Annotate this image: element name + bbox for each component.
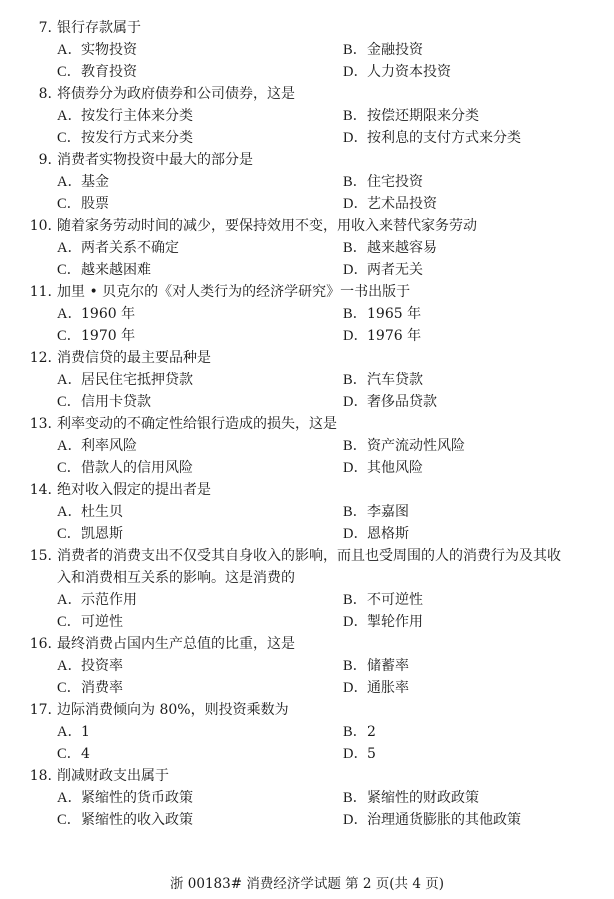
- option-letter: C．: [57, 614, 82, 630]
- option-text: 资产流动性风险: [367, 438, 465, 454]
- option-b: [343, 589, 423, 611]
- question-text: 最终消费占国内生产总值的比重，这是: [57, 636, 295, 652]
- option-letter: C．: [57, 746, 82, 762]
- question-8: [0, 83, 614, 149]
- option-letter: B．: [343, 438, 368, 454]
- option-letter: B．: [343, 592, 368, 608]
- option-a: [57, 303, 135, 325]
- option-letter: A．: [57, 658, 82, 674]
- option-letter: C．: [57, 196, 82, 212]
- option-letter: B．: [343, 306, 368, 322]
- question-number: 8.: [38, 86, 52, 102]
- option-text: 按利息的支付方式来分类: [367, 130, 521, 146]
- option-letter: A．: [57, 790, 82, 806]
- question-16: [0, 633, 614, 699]
- options-row: [0, 391, 614, 413]
- option-b: [343, 105, 479, 127]
- options-row: [0, 61, 614, 83]
- question-stem: [0, 149, 614, 171]
- question-10: [0, 215, 614, 281]
- option-letter: A．: [57, 240, 82, 256]
- options-row: [0, 325, 614, 347]
- option-letter: A．: [57, 504, 82, 520]
- option-a: [57, 655, 123, 677]
- option-letter: C．: [57, 64, 82, 80]
- question-text: 绝对收入假定的提出者是: [57, 482, 211, 498]
- option-text: 紧缩性的货币政策: [81, 790, 193, 806]
- question-stem: [0, 765, 614, 787]
- option-letter: B．: [343, 174, 368, 190]
- option-text: 掣轮作用: [367, 614, 423, 630]
- question-number: 9.: [38, 152, 52, 168]
- options-row: [0, 303, 614, 325]
- options-row: [0, 501, 614, 523]
- options-row: [0, 105, 614, 127]
- question-number: 14.: [29, 482, 52, 498]
- question-text: 消费信贷的最主要品种是: [57, 350, 211, 366]
- page-footer: 浙 00183# 消费经济学试题 第 2 页(共 4 页): [169, 876, 444, 892]
- question-text: 边际消费倾向为 80%，则投资乘数为: [57, 702, 289, 718]
- option-b: [343, 721, 376, 743]
- option-c: [57, 391, 151, 413]
- option-letter: D．: [343, 196, 368, 212]
- option-d: [343, 61, 451, 83]
- option-c: [57, 809, 193, 831]
- options-row: [0, 523, 614, 545]
- option-letter: C．: [57, 262, 82, 278]
- option-b: [343, 39, 423, 61]
- option-text: 紧缩性的财政政策: [367, 790, 479, 806]
- option-c: [57, 743, 90, 765]
- option-d: [343, 193, 437, 215]
- question-15: [0, 545, 614, 633]
- option-a: [57, 237, 179, 259]
- options-row: [0, 369, 614, 391]
- option-d: [343, 259, 423, 281]
- option-letter: B．: [343, 42, 368, 58]
- option-c: [57, 677, 123, 699]
- option-b: [343, 435, 465, 457]
- question-17: [0, 699, 614, 765]
- question-number: 10.: [29, 218, 52, 234]
- option-text: 杜生贝: [81, 504, 123, 520]
- options-row: [0, 787, 614, 809]
- options-row: [0, 655, 614, 677]
- option-a: [57, 721, 90, 743]
- option-letter: D．: [343, 130, 368, 146]
- option-text: 基金: [81, 174, 109, 190]
- option-text: 利率风险: [81, 438, 137, 454]
- option-letter: C．: [57, 328, 82, 344]
- option-text: 汽车贷款: [367, 372, 423, 388]
- question-number: 12.: [29, 350, 52, 366]
- option-letter: D．: [343, 680, 368, 696]
- question-text: 银行存款属于: [57, 20, 141, 36]
- question-number: 11.: [29, 284, 52, 300]
- question-stem: [0, 83, 614, 105]
- option-letter: D．: [343, 64, 368, 80]
- option-letter: C．: [57, 680, 82, 696]
- option-letter: D．: [343, 328, 368, 344]
- option-b: [343, 303, 421, 325]
- options-row: [0, 457, 614, 479]
- options-row: [0, 171, 614, 193]
- question-number: 7.: [38, 20, 52, 36]
- option-letter: C．: [57, 460, 82, 476]
- option-c: [57, 611, 123, 633]
- exam-page: [0, 17, 614, 831]
- option-text: 治理通货膨胀的其他政策: [367, 812, 521, 828]
- option-text: 可逆性: [81, 614, 123, 630]
- options-row: [0, 677, 614, 699]
- option-letter: D．: [343, 526, 368, 542]
- option-letter: B．: [343, 108, 368, 124]
- option-letter: C．: [57, 394, 82, 410]
- options-row: [0, 435, 614, 457]
- option-text: 凯恩斯: [81, 526, 123, 542]
- option-text: 居民住宅抵押贷款: [81, 372, 193, 388]
- option-letter: D．: [343, 394, 368, 410]
- option-text: 紧缩性的收入政策: [81, 812, 193, 828]
- option-letter: B．: [343, 504, 368, 520]
- question-text: 随着家务劳动时间的减少，要保持效用不变，用收入来替代家务劳动: [57, 218, 477, 234]
- question-stem: [0, 699, 614, 721]
- option-text: 按发行主体来分类: [81, 108, 193, 124]
- option-letter: A．: [57, 372, 82, 388]
- question-18: [0, 765, 614, 831]
- option-text: 人力资本投资: [367, 64, 451, 80]
- options-row: [0, 127, 614, 149]
- options-row: [0, 589, 614, 611]
- option-letter: A．: [57, 108, 82, 124]
- option-b: [343, 655, 409, 677]
- option-b: [343, 237, 437, 259]
- question-stem-continuation: [0, 567, 614, 589]
- option-text: 教育投资: [81, 64, 137, 80]
- option-text: 5: [367, 746, 376, 762]
- options-row: [0, 259, 614, 281]
- option-a: [57, 171, 109, 193]
- options-row: [0, 237, 614, 259]
- option-text: 示范作用: [81, 592, 137, 608]
- question-13: [0, 413, 614, 479]
- option-b: [343, 369, 423, 391]
- options-row: [0, 39, 614, 61]
- option-text: 按发行方式来分类: [81, 130, 193, 146]
- option-a: [57, 105, 193, 127]
- option-text: 其他风险: [367, 460, 423, 476]
- question-number: 13.: [29, 416, 52, 432]
- option-letter: D．: [343, 812, 368, 828]
- option-c: [57, 457, 193, 479]
- option-c: [57, 193, 109, 215]
- option-text: 越来越困难: [81, 262, 151, 278]
- question-number: 18.: [29, 768, 52, 784]
- option-letter: A．: [57, 438, 82, 454]
- option-text: 1976 年: [367, 328, 422, 344]
- question-text: 加里 • 贝克尔的《对人类行为的经济学研究》一书出版于: [57, 284, 411, 300]
- option-b: [343, 171, 423, 193]
- option-d: [343, 611, 423, 633]
- option-text: 1960 年: [81, 306, 136, 322]
- options-row: [0, 743, 614, 765]
- option-letter: A．: [57, 724, 82, 740]
- option-d: [343, 677, 409, 699]
- question-9: [0, 149, 614, 215]
- option-d: [343, 457, 423, 479]
- option-letter: B．: [343, 790, 368, 806]
- option-letter: D．: [343, 614, 368, 630]
- option-d: [343, 391, 437, 413]
- option-text: 实物投资: [81, 42, 137, 58]
- option-text: 住宅投资: [367, 174, 423, 190]
- question-text: 消费者的消费支出不仅受其自身收入的影响，而且也受周围的人的消费行为及其收: [57, 548, 561, 564]
- option-letter: A．: [57, 592, 82, 608]
- question-12: [0, 347, 614, 413]
- question-number: 17.: [29, 702, 52, 718]
- option-c: [57, 523, 123, 545]
- option-a: [57, 435, 137, 457]
- option-text: 消费率: [81, 680, 123, 696]
- question-stem: [0, 545, 614, 567]
- question-number: 15.: [29, 548, 52, 564]
- option-text: 李嘉图: [367, 504, 409, 520]
- option-letter: D．: [343, 460, 368, 476]
- option-a: [57, 787, 193, 809]
- options-row: [0, 193, 614, 215]
- question-stem: [0, 633, 614, 655]
- option-text: 两者关系不确定: [81, 240, 179, 256]
- option-d: [343, 523, 409, 545]
- option-letter: C．: [57, 526, 82, 542]
- options-row: [0, 809, 614, 831]
- option-letter: B．: [343, 658, 368, 674]
- option-text: 通胀率: [367, 680, 409, 696]
- option-d: [343, 325, 421, 347]
- question-stem: [0, 281, 614, 303]
- option-a: [57, 589, 137, 611]
- option-d: [343, 809, 521, 831]
- option-letter: C．: [57, 130, 82, 146]
- option-letter: B．: [343, 372, 368, 388]
- options-row: [0, 721, 614, 743]
- option-text: 投资率: [81, 658, 123, 674]
- option-c: [57, 259, 151, 281]
- option-letter: A．: [57, 306, 82, 322]
- option-text: 1: [81, 724, 90, 740]
- question-stem: [0, 413, 614, 435]
- question-text: 入和消费相互关系的影响。这是消费的: [57, 570, 295, 586]
- option-letter: D．: [343, 746, 368, 762]
- question-14: [0, 479, 614, 545]
- option-text: 两者无关: [367, 262, 423, 278]
- question-text: 利率变动的不确定性给银行造成的损失，这是: [57, 416, 337, 432]
- option-text: 不可逆性: [367, 592, 423, 608]
- question-stem: [0, 215, 614, 237]
- option-letter: A．: [57, 42, 82, 58]
- option-d: [343, 127, 521, 149]
- option-b: [343, 501, 409, 523]
- option-text: 1970 年: [81, 328, 136, 344]
- option-text: 储蓄率: [367, 658, 409, 674]
- option-text: 2: [367, 724, 376, 740]
- question-11: [0, 281, 614, 347]
- option-a: [57, 501, 123, 523]
- option-text: 借款人的信用风险: [81, 460, 193, 476]
- option-a: [57, 369, 193, 391]
- question-number: 16.: [29, 636, 52, 652]
- option-b: [343, 787, 479, 809]
- option-letter: C．: [57, 812, 82, 828]
- question-text: 将债券分为政府债券和公司债券，这是: [57, 86, 295, 102]
- option-d: [343, 743, 376, 765]
- option-text: 股票: [81, 196, 109, 212]
- question-text: 消费者实物投资中最大的部分是: [57, 152, 253, 168]
- option-c: [57, 61, 137, 83]
- question-text: 削减财政支出属于: [57, 768, 169, 784]
- option-letter: B．: [343, 240, 368, 256]
- option-text: 信用卡贷款: [81, 394, 151, 410]
- question-stem: [0, 17, 614, 39]
- question-stem: [0, 479, 614, 501]
- option-text: 恩格斯: [367, 526, 409, 542]
- option-c: [57, 127, 193, 149]
- option-text: 按偿还期限来分类: [367, 108, 479, 124]
- option-a: [57, 39, 137, 61]
- option-text: 越来越容易: [367, 240, 437, 256]
- option-text: 金融投资: [367, 42, 423, 58]
- option-text: 奢侈品贷款: [367, 394, 437, 410]
- option-letter: D．: [343, 262, 368, 278]
- option-letter: A．: [57, 174, 82, 190]
- option-text: 4: [81, 746, 90, 762]
- option-text: 1965 年: [367, 306, 422, 322]
- question-7: [0, 17, 614, 83]
- options-row: [0, 611, 614, 633]
- question-stem: [0, 347, 614, 369]
- option-letter: B．: [343, 724, 368, 740]
- option-text: 艺术品投资: [367, 196, 437, 212]
- option-c: [57, 325, 135, 347]
